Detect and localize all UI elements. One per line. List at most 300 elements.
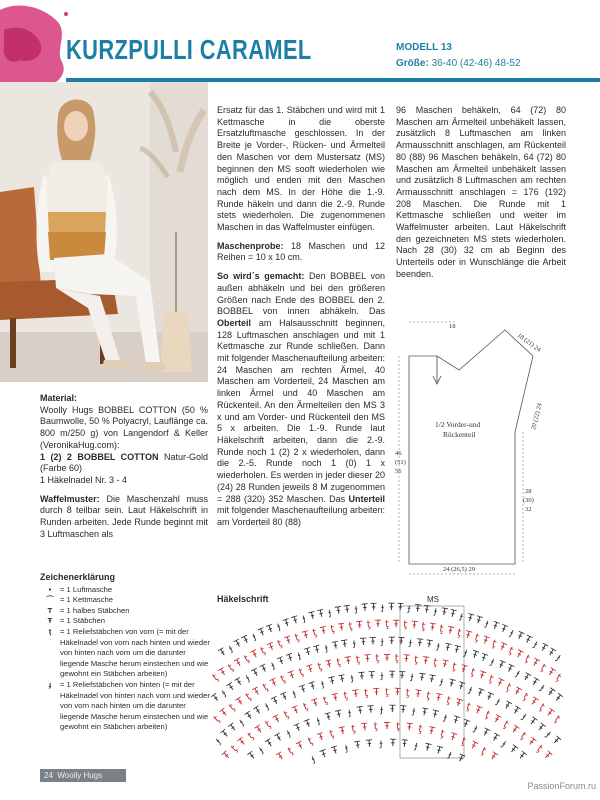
legend-heading: Zeichenerklärung	[40, 572, 116, 582]
stitch-symbol: ţ	[375, 653, 380, 665]
schema-label-1: 1/2 Vorder-und	[435, 420, 481, 429]
material-yarn: 1 (2) 2 BOBBEL COTTON	[40, 451, 159, 462]
how-text-3: mit folgender Maschenaufteilung arbeiten: am Vorderteil 80 (88)	[217, 505, 385, 527]
stitch-symbol: Ŧ	[480, 726, 491, 740]
stitch-symbol: Ŧ	[490, 620, 500, 633]
stitch-symbol: ţ	[413, 654, 419, 666]
stitch-symbol: ɟ	[433, 605, 438, 617]
stitch-symbol: ţ	[322, 694, 329, 707]
stitch-symbol: Ŧ	[283, 634, 294, 648]
stitch-symbol: Ŧ	[465, 612, 475, 625]
chart-title: Häkelschrift	[217, 594, 269, 604]
stitch-symbol: Ŧ	[397, 602, 404, 614]
stitch-symbol: Ŧ	[244, 710, 256, 723]
stitch-symbol: ţ	[279, 673, 288, 686]
stitch-symbol: ţ	[350, 723, 357, 736]
stitch-symbol: ţ	[469, 666, 477, 679]
stitch-symbol: Ŧ	[287, 669, 297, 683]
stitch-symbol: Ŧ	[421, 655, 430, 668]
schema-right-b: (30)	[523, 497, 534, 504]
stitch-symbol: ţ	[328, 728, 336, 741]
stitch-symbol: Ŧ	[434, 744, 444, 758]
stitch-symbol: ɟ	[439, 675, 445, 688]
stitch-symbol: Ŧ	[528, 695, 540, 709]
symbol-legend	[40, 572, 210, 733]
schema-top: 18	[449, 323, 456, 330]
stitch-symbol: ţ	[432, 657, 439, 669]
stitch-symbol: Ŧ	[298, 683, 309, 697]
stitch-symbol: Ŧ	[343, 604, 352, 616]
stitch-symbol: ɟ	[343, 742, 350, 754]
stitch-symbol: ţ	[534, 743, 545, 755]
stitch-symbol: ɟ	[435, 640, 441, 652]
stitch-symbol: ţ	[518, 730, 528, 742]
stitch-symbol: Ŧ	[330, 744, 340, 758]
stitch-symbol: Ŧ	[544, 686, 556, 700]
stitch-symbol: Ŧ	[361, 721, 369, 734]
stitch-symbol: Ŧ	[402, 653, 410, 665]
stitch-symbol: Ŧ	[514, 630, 525, 643]
legend-item: Ŧ = 1 Stäbchen	[40, 616, 210, 627]
stitch-symbol: ţ	[335, 657, 342, 669]
stitch-symbol: ţ	[520, 691, 530, 703]
stitch-symbol: Ŧ	[360, 636, 367, 649]
stitch-symbol: Ŧ	[217, 646, 229, 660]
stitch-symbol: Ŧ	[389, 704, 396, 716]
stitch-symbol: Ŧ	[552, 692, 564, 705]
stitch-symbol: ţ	[263, 719, 273, 731]
stitch-symbol: Ŧ	[257, 626, 268, 640]
stitch-symbol: Ŧ	[525, 736, 538, 749]
stitch-symbol: Ŧ	[398, 670, 406, 682]
stitch-symbol: Ŧ	[290, 614, 300, 628]
stitch-symbol: ţ	[445, 694, 452, 707]
stitch-symbol: Ŧ	[365, 738, 374, 751]
stitch-symbol: Ŧ	[494, 677, 505, 690]
front-post-stitch-icon: ţ	[48, 626, 52, 636]
stitch-symbol: ţ	[286, 745, 295, 758]
slip-stitch-icon: ⌒	[46, 595, 54, 605]
stitch-symbol: ɟ	[531, 638, 540, 650]
stitch-symbol: ɟ	[296, 649, 303, 662]
stitch-symbol: Ŧ	[475, 687, 485, 700]
stitch-symbol: Ŧ	[446, 625, 455, 638]
stitch-symbol: ɟ	[327, 606, 333, 619]
stitch-symbol: ɟ	[483, 617, 491, 630]
watermark: PassionForum.ru	[527, 781, 596, 791]
stitch-symbol: ţ	[522, 653, 532, 665]
stitch-symbol: ɟ	[381, 601, 385, 614]
stitch-symbol: ţ	[297, 666, 305, 679]
stitch-symbol: ţ	[276, 638, 284, 650]
stitch-symbol: ɟ	[243, 672, 252, 684]
stitch-symbol: Ŧ	[265, 623, 276, 636]
stitch-symbol: ɟ	[237, 716, 246, 728]
stitch-symbol: ɟ	[407, 602, 411, 614]
stitch-symbol: Ŧ	[282, 617, 292, 630]
stitch-symbol: ţ	[553, 672, 564, 684]
stitch-symbol: Ŧ	[249, 648, 261, 662]
stitch-symbol: ɟ	[467, 684, 474, 696]
stitch-symbol: ţ	[405, 687, 411, 700]
stitch-symbol: ţ	[244, 691, 254, 703]
stitch-symbol: Ŧ	[305, 663, 315, 676]
stitch-symbol: Ŧ	[520, 671, 532, 685]
stitch-symbol: ţ	[464, 701, 473, 713]
stitch-symbol: Ŧ	[233, 657, 245, 670]
schema-shoulder: 18 (21) 24	[515, 331, 542, 354]
stitch-symbol: Ŧ	[227, 721, 240, 735]
stitch-symbol: Ŧ	[367, 704, 375, 716]
stitch-symbol: Ŧ	[295, 739, 306, 753]
stitch-symbol: Ŧ	[217, 666, 229, 680]
gauge-heading: Maschenprobe:	[217, 240, 284, 251]
stitch-symbol: Ŧ	[383, 721, 391, 732]
material-heading: Material:	[40, 393, 78, 403]
stitch-symbol: ţ	[417, 723, 424, 736]
stitch-symbol: Ŧ	[511, 685, 523, 699]
stitch-symbol: Ŧ	[340, 638, 349, 651]
stitch-symbol: Ŧ	[226, 681, 238, 694]
stitch-symbol: Ŧ	[266, 641, 277, 654]
legend-item: ɟ = 1 Reliefstäbchen von hinten (= mit der Häkelnadel von hinten nach vorn und wieder von vorn nach hinten um die darunter liegende Masche herum einstechen und wie gewohnt ein Stäbchen arbeiten)	[40, 680, 210, 733]
unterteil-label: Unterteil	[348, 493, 385, 504]
stitch-symbol: Ŧ	[455, 752, 466, 766]
stitch-symbol: ţ	[282, 709, 291, 721]
stitch-symbol: Ŧ	[259, 663, 270, 676]
stitch-symbol: Ŧ	[219, 728, 232, 741]
stitch-symbol: ţ	[425, 690, 432, 702]
stitch-symbol: Ŧ	[369, 636, 377, 648]
stitch-symbol: Ŧ	[368, 670, 376, 682]
double-crochet-icon: Ŧ	[47, 616, 53, 626]
stitch-symbol: Ŧ	[392, 619, 400, 631]
stitch-symbol: Ŧ	[534, 721, 547, 735]
stitch-symbol: Ŧ	[425, 638, 434, 651]
stitch-symbol: ɟ	[538, 682, 547, 694]
stitch-symbol: ɟ	[284, 727, 293, 739]
stitch-symbol: Ŧ	[364, 653, 372, 665]
stitch-symbol: ɟ	[411, 705, 416, 717]
stitch-symbol: Ŧ	[331, 692, 340, 705]
stitch-symbol: Ŧ	[440, 606, 449, 619]
how-text-2: am Halsausschnitt beginnen, 128 Luftmaschen anschlagen und mit 1 Kettmasche zur Runde schließen. Dann mit folgender Maschenaufteilung arbeiten: 24 Maschen am rechten Ärmel, 40 Maschen am Vorderteil, 24 Maschen am linken Ärmel und 40 Maschen am Rückenteil. An den Ärmelteilen den MS 3 x und am Vorder- und Rückenteil den MS 5 x arbeiten. Die 1.-9. Runde laut Häkelschrift arbeiten, dann die 2.-9. Runde noch 1 (2) 2 x wiederholen, dann die 2.-5. Runde noch 1 (0) 1 x wiederholen. Es werden in jeder dieser 20 (24) 28 Runden jeweils 8 M zugenommen = 288 (320) 352 Maschen. Das	[217, 317, 385, 504]
stitch-symbol: ţ	[385, 687, 389, 698]
stitch-symbol: ţ	[210, 672, 221, 684]
size-line	[396, 58, 521, 69]
stitch-symbol: Ŧ	[418, 672, 426, 684]
stitch-symbol: ţ	[486, 673, 495, 686]
waffle-heading: Waffelmuster:	[40, 493, 100, 504]
schema-armhole: 20 (22) 24	[530, 402, 544, 431]
stitch-symbol: Ŧ	[529, 657, 541, 670]
stitch-symbol: ɟ	[462, 646, 469, 659]
stitch-symbol: ɟ	[256, 744, 266, 756]
stitch-symbol: ɟ	[442, 711, 449, 724]
stitch-symbol: Ŧ	[545, 646, 557, 660]
stitch-symbol: ţ	[473, 632, 481, 644]
stitch-symbol: ɟ	[543, 729, 554, 740]
stitch-symbol: Ŧ	[234, 695, 246, 709]
footer-brand: Woolly Hugs	[57, 771, 103, 780]
stitch-symbol: ţ	[395, 721, 401, 733]
stitch-symbol: ţ	[306, 735, 315, 748]
stitch-symbol: ɟ	[290, 687, 298, 700]
stitch-symbol: Ŧ	[279, 691, 290, 704]
stitch-symbol: ţ	[261, 681, 270, 694]
stitch-symbol: ɟ	[319, 678, 326, 690]
stitch-symbol: ţ	[551, 713, 563, 725]
stitch-symbol: ţ	[450, 661, 458, 673]
stitch-symbol: Ŧ	[389, 738, 397, 750]
page-title: KURZPULLI CARAMEL	[66, 34, 312, 65]
stitch-symbol: Ŧ	[338, 673, 347, 686]
stitch-symbol: Ŧ	[510, 704, 522, 718]
stitch-symbol: Ŧ	[501, 699, 513, 713]
stitch-symbol: Ŧ	[507, 743, 519, 757]
stitch-symbol: Ŧ	[463, 629, 473, 642]
stitch-symbol: Ŧ	[388, 635, 395, 648]
stitch-symbol: Ŧ	[361, 602, 369, 615]
schema-right-a: 28	[525, 488, 532, 495]
stitch-symbol: Ŧ	[334, 605, 343, 618]
stitch-symbol: Ŧ	[513, 648, 525, 662]
stitch-symbol: Ŧ	[356, 705, 364, 717]
stitch-symbol: ɟ	[250, 630, 258, 643]
stitch-symbol: Ŧ	[515, 750, 528, 763]
stitch-symbol: Ŧ	[319, 625, 328, 638]
stitch-symbol: Ŧ	[356, 619, 364, 632]
stitch-symbol: ɟ	[494, 696, 502, 708]
material-yarn-color: Natur-Gold (Farbe 60)	[40, 451, 208, 474]
stitch-symbol: ɟ	[226, 643, 235, 654]
stitch-symbol: Ŧ	[233, 637, 244, 651]
page-footer	[40, 769, 126, 782]
stitch-symbol: ţ	[536, 702, 547, 714]
stitch-symbol: Ŧ	[319, 748, 329, 761]
stitch-symbol: Ŧ	[246, 750, 259, 763]
stitch-symbol: Ŧ	[275, 750, 287, 764]
stitch-symbol: Ŧ	[399, 704, 407, 716]
stitch-symbol: Ŧ	[397, 636, 405, 648]
schema-bottom: 24 (26,5) 29	[443, 566, 475, 573]
stitch-symbol: ţ	[246, 730, 256, 742]
stitch-symbol: Ŧ	[504, 663, 515, 676]
stitch-symbol: Ŧ	[301, 629, 311, 642]
stitch-symbol: Ŧ	[210, 692, 222, 705]
stitch-symbol: Ŧ	[303, 718, 314, 731]
stitch-symbol: Ŧ	[312, 644, 322, 657]
stitch-symbol: Ŧ	[470, 649, 480, 662]
stitch-symbol: ɟ	[380, 704, 384, 716]
stitch-symbol: ɟ	[554, 652, 563, 664]
stitch-symbol: ţ	[438, 728, 446, 741]
stitch-symbol: Ŧ	[324, 711, 334, 724]
stitch-symbol: Ŧ	[468, 739, 479, 753]
stitch-symbol: Ŧ	[234, 676, 245, 689]
stitch-symbol: Ŧ	[308, 680, 318, 693]
stitch-symbol: ɟ	[219, 687, 229, 699]
stitch-symbol: ţ	[483, 709, 492, 721]
stitch-symbol: Ŧ	[549, 734, 562, 748]
stitch-symbol: Ŧ	[317, 608, 326, 621]
stitch-symbol: Ŧ	[480, 634, 491, 648]
stitch-symbol: Ŧ	[422, 604, 431, 616]
stitch-symbol: Ŧ	[440, 658, 449, 671]
stitch-symbol: Ŧ	[423, 742, 432, 755]
stitch-symbol: Ŧ	[472, 704, 483, 718]
stitch-symbol: ţ	[242, 653, 252, 665]
stitch-symbol: Ŧ	[253, 724, 266, 737]
stitch-symbol: ɟ	[408, 636, 413, 649]
stitch-symbol: Ŧ	[270, 695, 281, 708]
stitch-symbol: Ŧ	[459, 663, 469, 676]
stitch-symbol: ɟ	[354, 603, 359, 615]
stitch-symbol: Ŧ	[452, 644, 462, 657]
stitch-symbol: Ŧ	[276, 655, 287, 669]
instructions-column	[217, 105, 385, 536]
back-post-stitch-icon: ɟ	[48, 679, 52, 689]
stitch-symbol: ţ	[316, 661, 324, 673]
oberteil-label: Oberteil	[217, 317, 252, 328]
stitch-symbol: ɟ	[347, 707, 352, 719]
crochet-chart	[210, 595, 564, 768]
stitch-symbol: Ŧ	[478, 652, 489, 665]
stitch-symbol: Ŧ	[236, 736, 249, 749]
stitch-symbol: Ŧ	[344, 655, 353, 668]
stitch-symbol: Ŧ	[460, 718, 471, 731]
stitch-symbol: Ŧ	[434, 692, 443, 705]
size-label: Größe:	[396, 58, 429, 69]
stitch-symbol: ɟ	[520, 711, 529, 722]
how-heading: So wird´s gemacht:	[217, 271, 305, 282]
stitch-symbol: Ŧ	[508, 724, 521, 737]
stitch-symbol: Ŧ	[273, 732, 285, 745]
instructions-intro: Ersatz für das 1. Stäbchen und wird mit 1 Kettmasche in die oberste Ersatzluftmasche geschlossen. In der Breite je Vorder-, Rücken- und Ärmelteil den Maschen vor dem Mustersatz (MS) beginnen den MS sooft wiederholen wie möglich und enden mit den Maschen nach dem MS. In der Höhe die 1.-9. Runde häkeln und dann die 2.-9. Runde stets wiederholen. Die zugenommenen Maschen in das Waffelmuster einfügen.	[217, 105, 385, 233]
stitch-symbol: ɟ	[489, 656, 496, 668]
stitch-symbol: Ŧ	[420, 706, 429, 719]
stitch-symbol: ɟ	[380, 635, 384, 648]
half-double-crochet-icon: T	[47, 605, 53, 615]
stitch-symbol: Ŧ	[410, 619, 418, 632]
materials-column	[40, 393, 208, 547]
stitch-symbol: Ŧ	[522, 634, 533, 647]
stitch-symbol: ţ	[490, 638, 498, 650]
stitch-symbol: ɟ	[323, 642, 329, 654]
stitch-symbol: Ŧ	[388, 601, 395, 614]
legend-item: ţ = 1 Reliefstäbchen von vorn (= mit der Häkelnadel von vorn nach hinten und wieder von hinten nach vorn um die darunter liegende Masche herum einstechen und wie gewohnt ein Stäbchen arbeiten)	[40, 627, 210, 680]
stitch-symbol: ţ	[355, 654, 361, 666]
stitch-symbol: ţ	[227, 702, 238, 714]
legend-item: T = 1 halbes Stäbchen	[40, 606, 210, 617]
gauge-text: 18 Maschen und 12 Reihen = 10 x 10 cm.	[217, 240, 385, 263]
stitch-symbol: ɟ	[269, 659, 277, 672]
stitch-symbol: ɟ	[446, 749, 454, 761]
stitch-symbol: Ŧ	[337, 622, 346, 634]
stitch-symbol: Ŧ	[328, 675, 337, 688]
stitch-symbol: ɟ	[410, 671, 414, 683]
stitch-symbol: Ŧ	[491, 713, 502, 727]
stitch-symbol: Ŧ	[497, 641, 508, 654]
continuation-text: 96 Maschen behäkeln, 64 (72) 80 Maschen am Ärmelteil unbehäkelt lassen, zusätzlich 8 Luftmaschen am linken Armausschnitt anschlagen, am Rückenteil 80 (88) 96 Maschen behäkeln, 64 (72) 80 Maschen am Ärmelteil unbehäkelt lassen und zusätzlich 8 Luftmaschen am rechten Armausschnitt anschlagen = 176 (192) 208 Maschen. Die Runde mit 1 Kettmasche schließen und weiter im Waffelmuster arbeiten. Laut Häkelschrift den gezeichneten MS stets wiederholen. Nach 28 (30) 32 cm ab Beginn des Unterteils oder in Wunschlänge die Arbeit beenden.	[396, 105, 566, 279]
stitch-symbol: Ŧ	[526, 715, 539, 729]
schema-right-c: 32	[525, 506, 532, 513]
stitch-symbol: ţ	[259, 645, 268, 657]
stitch-symbol: Ŧ	[303, 646, 313, 659]
page-number: 24	[44, 771, 53, 780]
stitch-symbol: ɟ	[275, 620, 282, 633]
stitch-symbol: ţ	[420, 621, 427, 633]
stitch-symbol: Ŧ	[498, 623, 509, 636]
stitch-symbol: Ŧ	[220, 749, 233, 763]
stitch-symbol: ţ	[455, 627, 463, 640]
stitch-symbol: ţ	[329, 623, 336, 636]
waffle-text: Die Maschenzahl muss durch 8 teilbar sein. Laut Häkelschrift in Runden arbeiten. Jede Runde beginnt mit 3 Luftmaschen als	[40, 493, 208, 539]
stitch-symbol: Ŧ	[414, 688, 422, 701]
stitch-symbol: Ŧ	[456, 680, 466, 693]
stitch-symbol: Ŧ	[538, 642, 549, 655]
stitch-symbol: Ŧ	[285, 652, 296, 665]
stitch-symbol: ţ	[229, 743, 240, 755]
stitch-symbol: Ŧ	[443, 642, 452, 655]
material-needle: 1 Häkelnadel Nr. 3 - 4	[40, 474, 128, 485]
stitch-symbol: Ŧ	[487, 750, 499, 764]
stitch-symbol: ɟ	[213, 736, 223, 747]
stitch-symbol: Ŧ	[405, 721, 413, 734]
stitch-symbol: Ŧ	[430, 708, 440, 721]
stitch-symbol: ɟ	[263, 700, 271, 712]
schema-left-a: 46	[395, 450, 402, 457]
stitch-symbol: Ŧ	[272, 713, 283, 727]
stitch-symbol: ţ	[438, 623, 445, 636]
stitch-symbol: Ŧ	[414, 603, 422, 615]
stitch-symbol: Ŧ	[427, 725, 436, 738]
model-number: MODELL 13	[396, 42, 452, 53]
stitch-symbol: ţ	[373, 721, 379, 733]
stitch-symbol: Ŧ	[331, 640, 340, 653]
stitch-symbol: ţ	[506, 645, 515, 657]
stitch-symbol: ţ	[385, 619, 389, 630]
stitch-symbol: Ŧ	[388, 669, 396, 682]
stitch-symbol: Ŧ	[269, 677, 280, 690]
garment-schematic	[395, 312, 575, 577]
continuation-column	[396, 105, 566, 288]
stitch-symbol: ţ	[311, 627, 319, 640]
stitch-symbol: Ŧ	[291, 704, 302, 718]
stitch-symbol: ţ	[479, 745, 488, 758]
stitch-symbol: Ŧ	[394, 687, 401, 699]
stitch-symbol: Ŧ	[293, 722, 304, 735]
stitch-symbol: Ŧ	[352, 688, 360, 701]
stitch-symbol: Ŧ	[484, 691, 495, 704]
stitch-symbol: Ŧ	[496, 659, 507, 672]
stitch-symbol: Ŧ	[489, 732, 501, 745]
stitch-symbol: Ŧ	[448, 608, 457, 621]
stitch-symbol: ţ	[293, 632, 301, 644]
stitch-symbol: Ŧ	[541, 749, 554, 763]
stitch-symbol: Ŧ	[451, 714, 461, 727]
stitch-symbol: ɟ	[514, 667, 522, 680]
stitch-symbol: Ŧ	[448, 731, 458, 744]
stitch-symbol: Ŧ	[474, 614, 484, 628]
stitch-symbol: Ŧ	[218, 707, 231, 720]
schema-left-b: (51)	[395, 459, 406, 466]
stitch-symbol: ɟ	[499, 738, 509, 750]
stitch-symbol: Ŧ	[477, 669, 487, 683]
material-text: Woolly Hugs BOBBEL COTTON (50 % Baumwolle, 50 % Polyacryl, Lauflänge ca. 800 m/250 g) von Langendorf & Keller (VeronikaHug.com):	[40, 404, 208, 450]
stitch-symbol: ɟ	[508, 627, 516, 639]
legend-item: • = 1 Luftmasche	[40, 585, 210, 596]
